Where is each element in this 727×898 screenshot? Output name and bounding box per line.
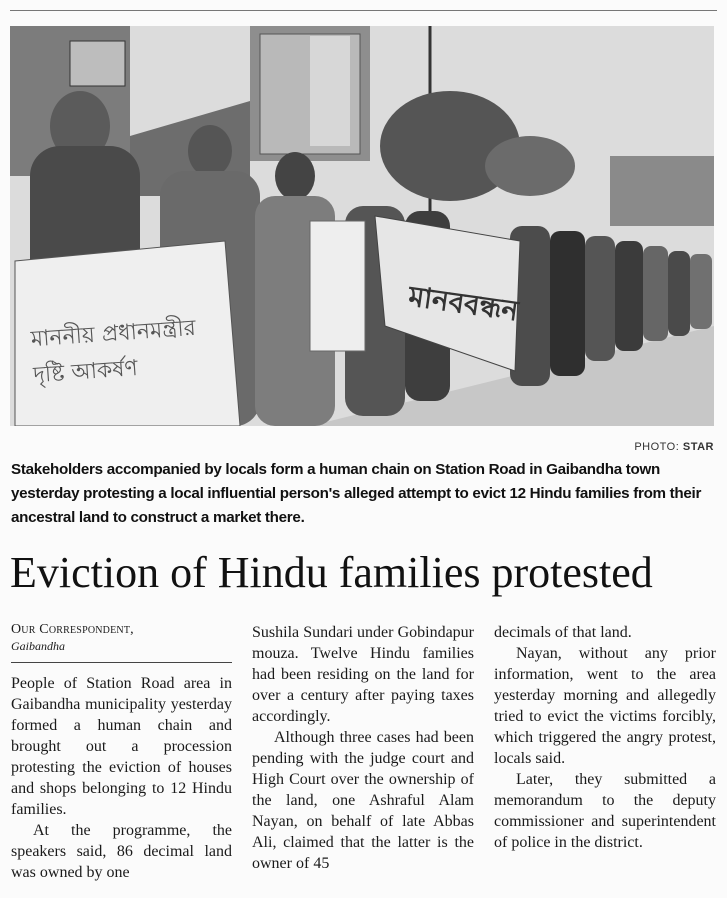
article-paragraph: People of Station Road area in Gaibandha municipality yesterday formed a human chain and brought out a procession protesting the eviction of houses and shops belonging to 12 Hindu families. — [11, 675, 232, 818]
byline-name: Our Correspondent, — [11, 622, 134, 637]
article-paragraph: decimals of that land. — [494, 624, 632, 641]
byline-rule — [11, 662, 232, 663]
photo-caption: Stakeholders accompanied by locals form a human chain on Station Road in Gaibandha town yesterday protesting a local influential person's alleged attempt to evict 12 Hindu families from their ancestral land to construct a market there. — [11, 461, 702, 526]
article-paragraph: Sushila Sundari under Gobindapur mouza. Twelve Hindu families had been residing on the land for over a century after paying taxes accordingly. — [252, 624, 474, 725]
photo-credit — [634, 441, 714, 453]
dateline: Gaibandha — [11, 639, 65, 653]
banner-text: মানববন্ধন — [406, 279, 521, 328]
photo-credit-source: STAR — [682, 441, 714, 453]
placard-text: মাননীয় প্রধানমন্ত্রীর দৃষ্টি আকর্ষণ — [30, 315, 197, 389]
byline — [11, 622, 232, 638]
photo-credit-prefix: PHOTO: — [634, 441, 680, 453]
article-paragraph: Nayan, without any prior information, went to the area yesterday morning and allegedly tried to evict the victims forcibly, which triggered the angry protest, locals said. — [494, 645, 716, 767]
article-column-1 — [11, 622, 232, 883]
article-paragraph: At the programme, the speakers said, 86 decimal land was owned by one — [11, 822, 232, 881]
article-paragraph: Later, they submitted a memorandum to the deputy commissioner and superintendent of police in the district. — [494, 771, 716, 851]
news-photo — [10, 26, 714, 426]
article-headline: Eviction of Hindu families protested — [10, 548, 653, 597]
article-column-3 — [494, 622, 716, 853]
article-column-2 — [252, 622, 474, 874]
article-paragraph: Although three cases had been pending with the judge court and High Court over the ownership of the land, one Ashraful Alam Nayan, on behalf of late Abbas Ali, claimed that the latter is the owner of 45 — [252, 729, 474, 872]
top-rule — [10, 10, 717, 11]
